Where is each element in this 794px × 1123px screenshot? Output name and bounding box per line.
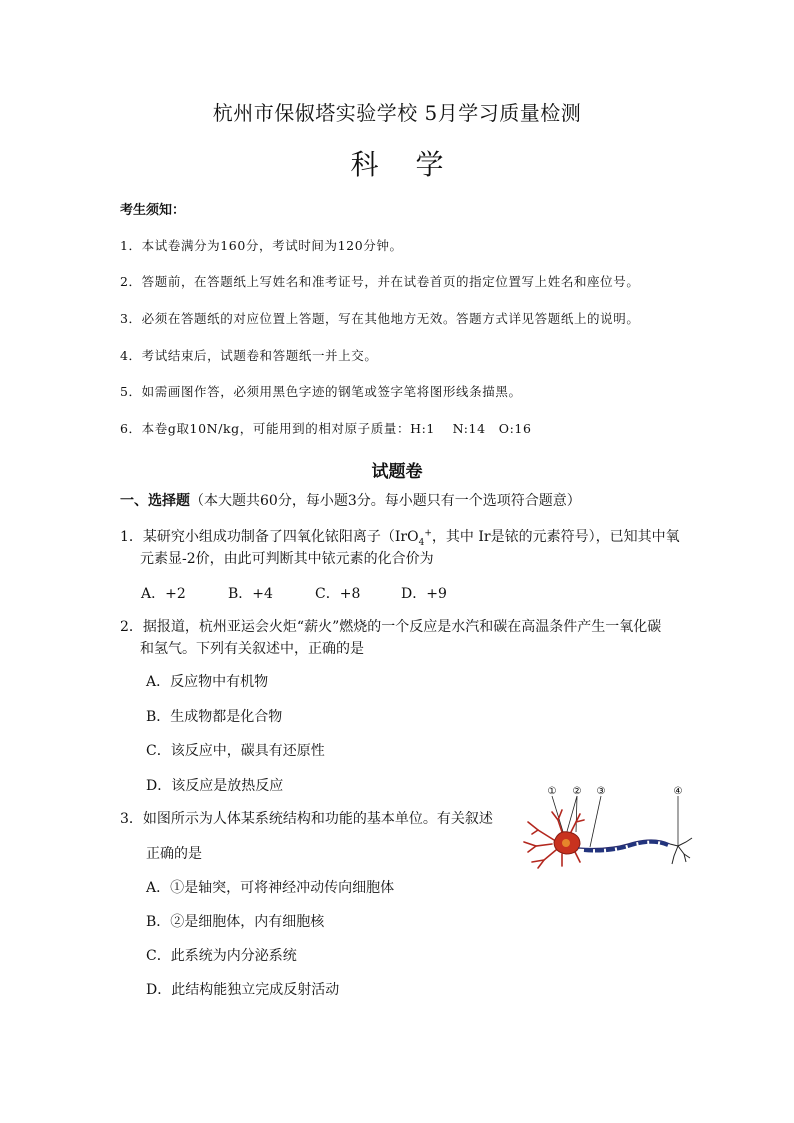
figure-label-4: ④ [673,786,683,797]
q1-stem-line1 [120,526,680,548]
q3-option-c: C．此系统为内分泌系统 [146,948,297,964]
q1-subscript: 4 [418,537,425,548]
label-line-2a [566,796,577,835]
part-label: 一、选择题 [120,493,190,509]
part-heading [120,490,581,510]
q2-option-b: B．生成物都是化合物 [146,709,283,725]
q3-stem-line1: 3．如图所示为人体某系统结构和功能的基本单位。有关叙述 [120,811,493,827]
notice-item-2: 2．答题前，在答题纸上写姓名和准考证号，并在试卷首页的指定位置写上姓名和座位号。 [120,274,640,289]
q2-option-d: D．该反应是放热反应 [146,778,284,794]
section-title: 试题卷 [371,462,423,482]
figure-label-1: ① [547,786,557,797]
label-line-2b [576,796,577,832]
q1-option-d: D．+9 [401,586,447,602]
q1-text-b: ，其中 Ir是铱的元素符号），已知其中氧 [431,529,680,545]
notice-heading: 考生须知： [120,203,186,218]
q1-text-a: 1．某研究小组成功制备了四氧化铱阳离子（IrO [120,529,419,545]
notice-item-1: 1．本试卷满分为160分，考试时间为120分钟。 [120,238,403,253]
q3-stem-line2: 正确的是 [146,846,202,862]
q1-option-c: C．+8 [315,586,361,602]
notice-item-4: 4．考试结束后，试题卷和答题纸一并上交。 [120,348,378,363]
q3-option-a: A．①是轴突，可将神经冲动传向细胞体 [146,880,395,896]
axon-terminals [670,838,692,864]
neuron-figure [518,780,698,870]
q3-option-b: B．②是细胞体，内有细胞核 [146,914,325,930]
exam-title: 杭州市保俶塔实验学校 5月学习质量检测 [212,101,582,125]
label-line-3 [590,796,601,847]
subject-title: 科 学 [350,148,458,181]
q2-stem-line1: 2．据报道，杭州亚运会火炬“薪火”燃烧的一个反应是水汽和碳在高温条件产生一氧化碳 [120,619,662,635]
figure-label-3: ③ [596,786,606,797]
part-description: （本大题共60分，每小题3分。每小题只有一个选项符合题意） [190,493,581,509]
myelin-sheath [584,842,668,851]
nucleus [562,839,570,847]
q2-stem-line2: 和氢气。下列有关叙述中，正确的是 [140,641,364,657]
q1-option-b: B．+4 [228,586,273,602]
q1-superscript: + [424,528,432,539]
notice-item-3: 3．必须在答题纸的对应位置上答题，写在其他地方无效。答题方式详见答题纸上的说明。 [120,311,640,326]
notice-item-6: 6．本卷g取10N/kg，可能用到的相对原子质量：H:1 N:14 O:16 [120,421,532,436]
q2-option-a: A．反应物中有机物 [146,674,269,690]
q2-option-c: C．该反应中，碳具有还原性 [146,743,325,759]
q1-option-a: A．+2 [141,586,186,602]
figure-label-2: ② [572,786,582,797]
q1-stem-line2: 元素显-2价，由此可判断其中铱元素的化合价为 [140,551,434,567]
notice-item-5: 5．如需画图作答，必须用黑色字迹的钢笔或签字笔将图形线条描黑。 [120,384,522,399]
q3-option-d: D．此结构能独立完成反射活动 [146,982,340,998]
